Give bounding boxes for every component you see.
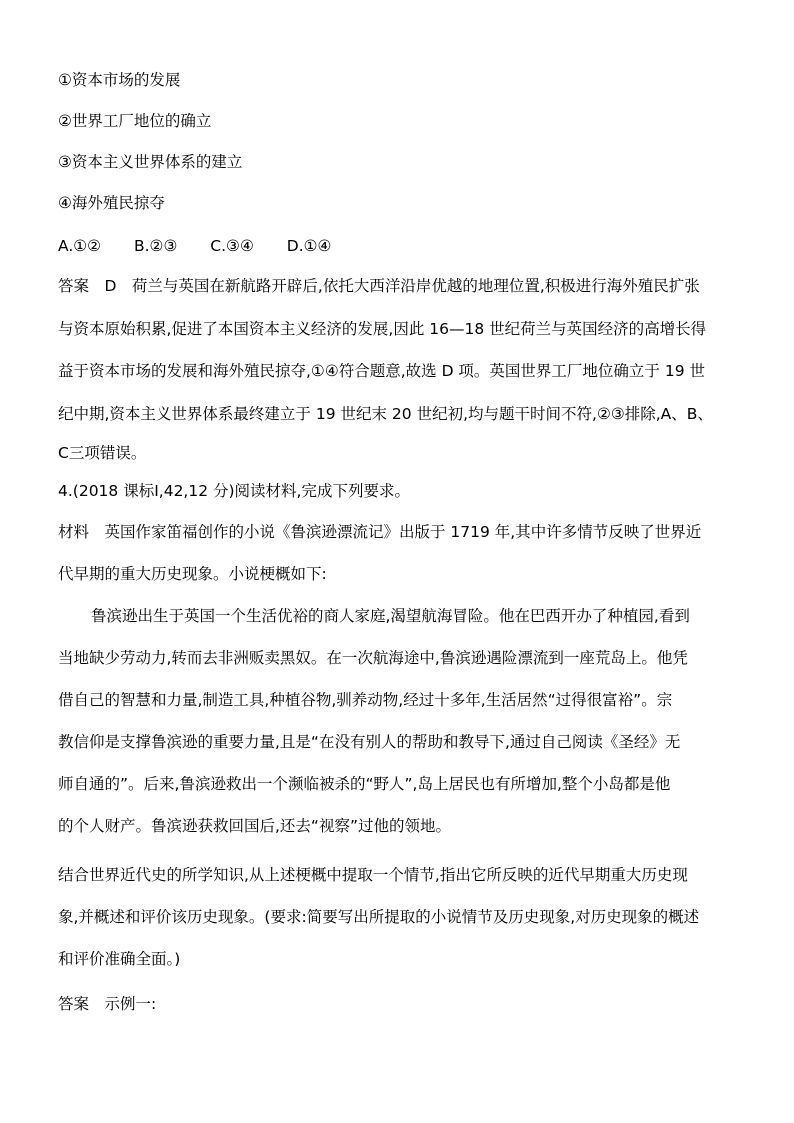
story-line-1: 鲁滨逊出生于英国一个生活优裕的商人家庭,渴望航海冒险。他在巴西开办了种植园,看到 (91, 607, 690, 625)
story-line-3: 借自己的智慧和力量,制造工具,种植谷物,驯养动物,经过十多年,生活居然“过得很富裕”。宗 (58, 691, 673, 709)
answer-line-4: 纪中期,资本主义世界体系最终建立于 19 世纪末 20 世纪初,均与题干时间不符,②③排除,A、B、 (58, 405, 713, 423)
story-line-4: 教信仰是支撑鲁滨逊的重要力量,且是“在没有别人的帮助和教导下,通过自己阅读《圣经》无 (58, 733, 681, 751)
material-line-1: 材料 英国作家笛福创作的小说《鲁滨逊漂流记》出版于 1719 年,其中许多情节反映了世界近 (58, 523, 702, 541)
answer-line-1: 答案 D 荷兰与英国在新航路开辟后,依托大西洋沿岸优越的地理位置,积极进行海外殖民扩张 (58, 277, 700, 295)
answer-intro: 答案 示例一: (58, 995, 157, 1013)
answer-line-5: C三项错误。 (58, 444, 147, 462)
option-4: ④海外殖民掠夺 (58, 194, 165, 212)
choice-c: C.③④ (210, 237, 254, 255)
story-line-6: 的个人财产。鲁滨逊获救回国后,还去“视察”过他的领地。 (58, 817, 451, 835)
option-1: ①资本市场的发展 (58, 71, 181, 89)
choices-row (58, 236, 738, 256)
material-line-2: 代早期的重大历史现象。小说梗概如下: (58, 565, 327, 583)
option-2: ②世界工厂地位的确立 (58, 112, 212, 130)
story-line-2: 当地缺少劳动力,转而去非洲贩卖黑奴。在一次航海途中,鲁滨逊遇险漂流到一座荒岛上。他凭 (58, 649, 688, 667)
option-3: ③资本主义世界体系的建立 (58, 153, 243, 171)
story-line-5: 师自通的”。后来,鲁滨逊救出一个濒临被杀的“野人”,岛上居民也有所增加,整个小岛都是他 (58, 775, 671, 793)
choice-d: D.①④ (286, 237, 332, 255)
task-line-3: 和评价准确全面。) (58, 950, 181, 968)
task-line-1: 结合世界近代史的所学知识,从上述梗概中提取一个情节,指出它所反映的近代早期重大历史现 (58, 866, 688, 884)
answer-line-3: 益于资本市场的发展和海外殖民掠夺,①④符合题意,故选 D 项。英国世界工厂地位确立于 19 世 (58, 362, 706, 380)
choice-a: A.①② (58, 237, 102, 255)
choice-b: B.②③ (134, 237, 178, 255)
question-4-header: 4.(2018 课标Ⅰ,42,12 分)阅读材料,完成下列要求。 (58, 482, 410, 500)
task-line-2: 象,并概述和评价该历史现象。(要求:简要写出所提取的小说情节及历史现象,对历史现象的概述 (58, 908, 700, 926)
answer-line-2: 与资本原始积累,促进了本国资本主义经济的发展,因此 16—18 世纪荷兰与英国经济的高增长得 (58, 320, 707, 338)
